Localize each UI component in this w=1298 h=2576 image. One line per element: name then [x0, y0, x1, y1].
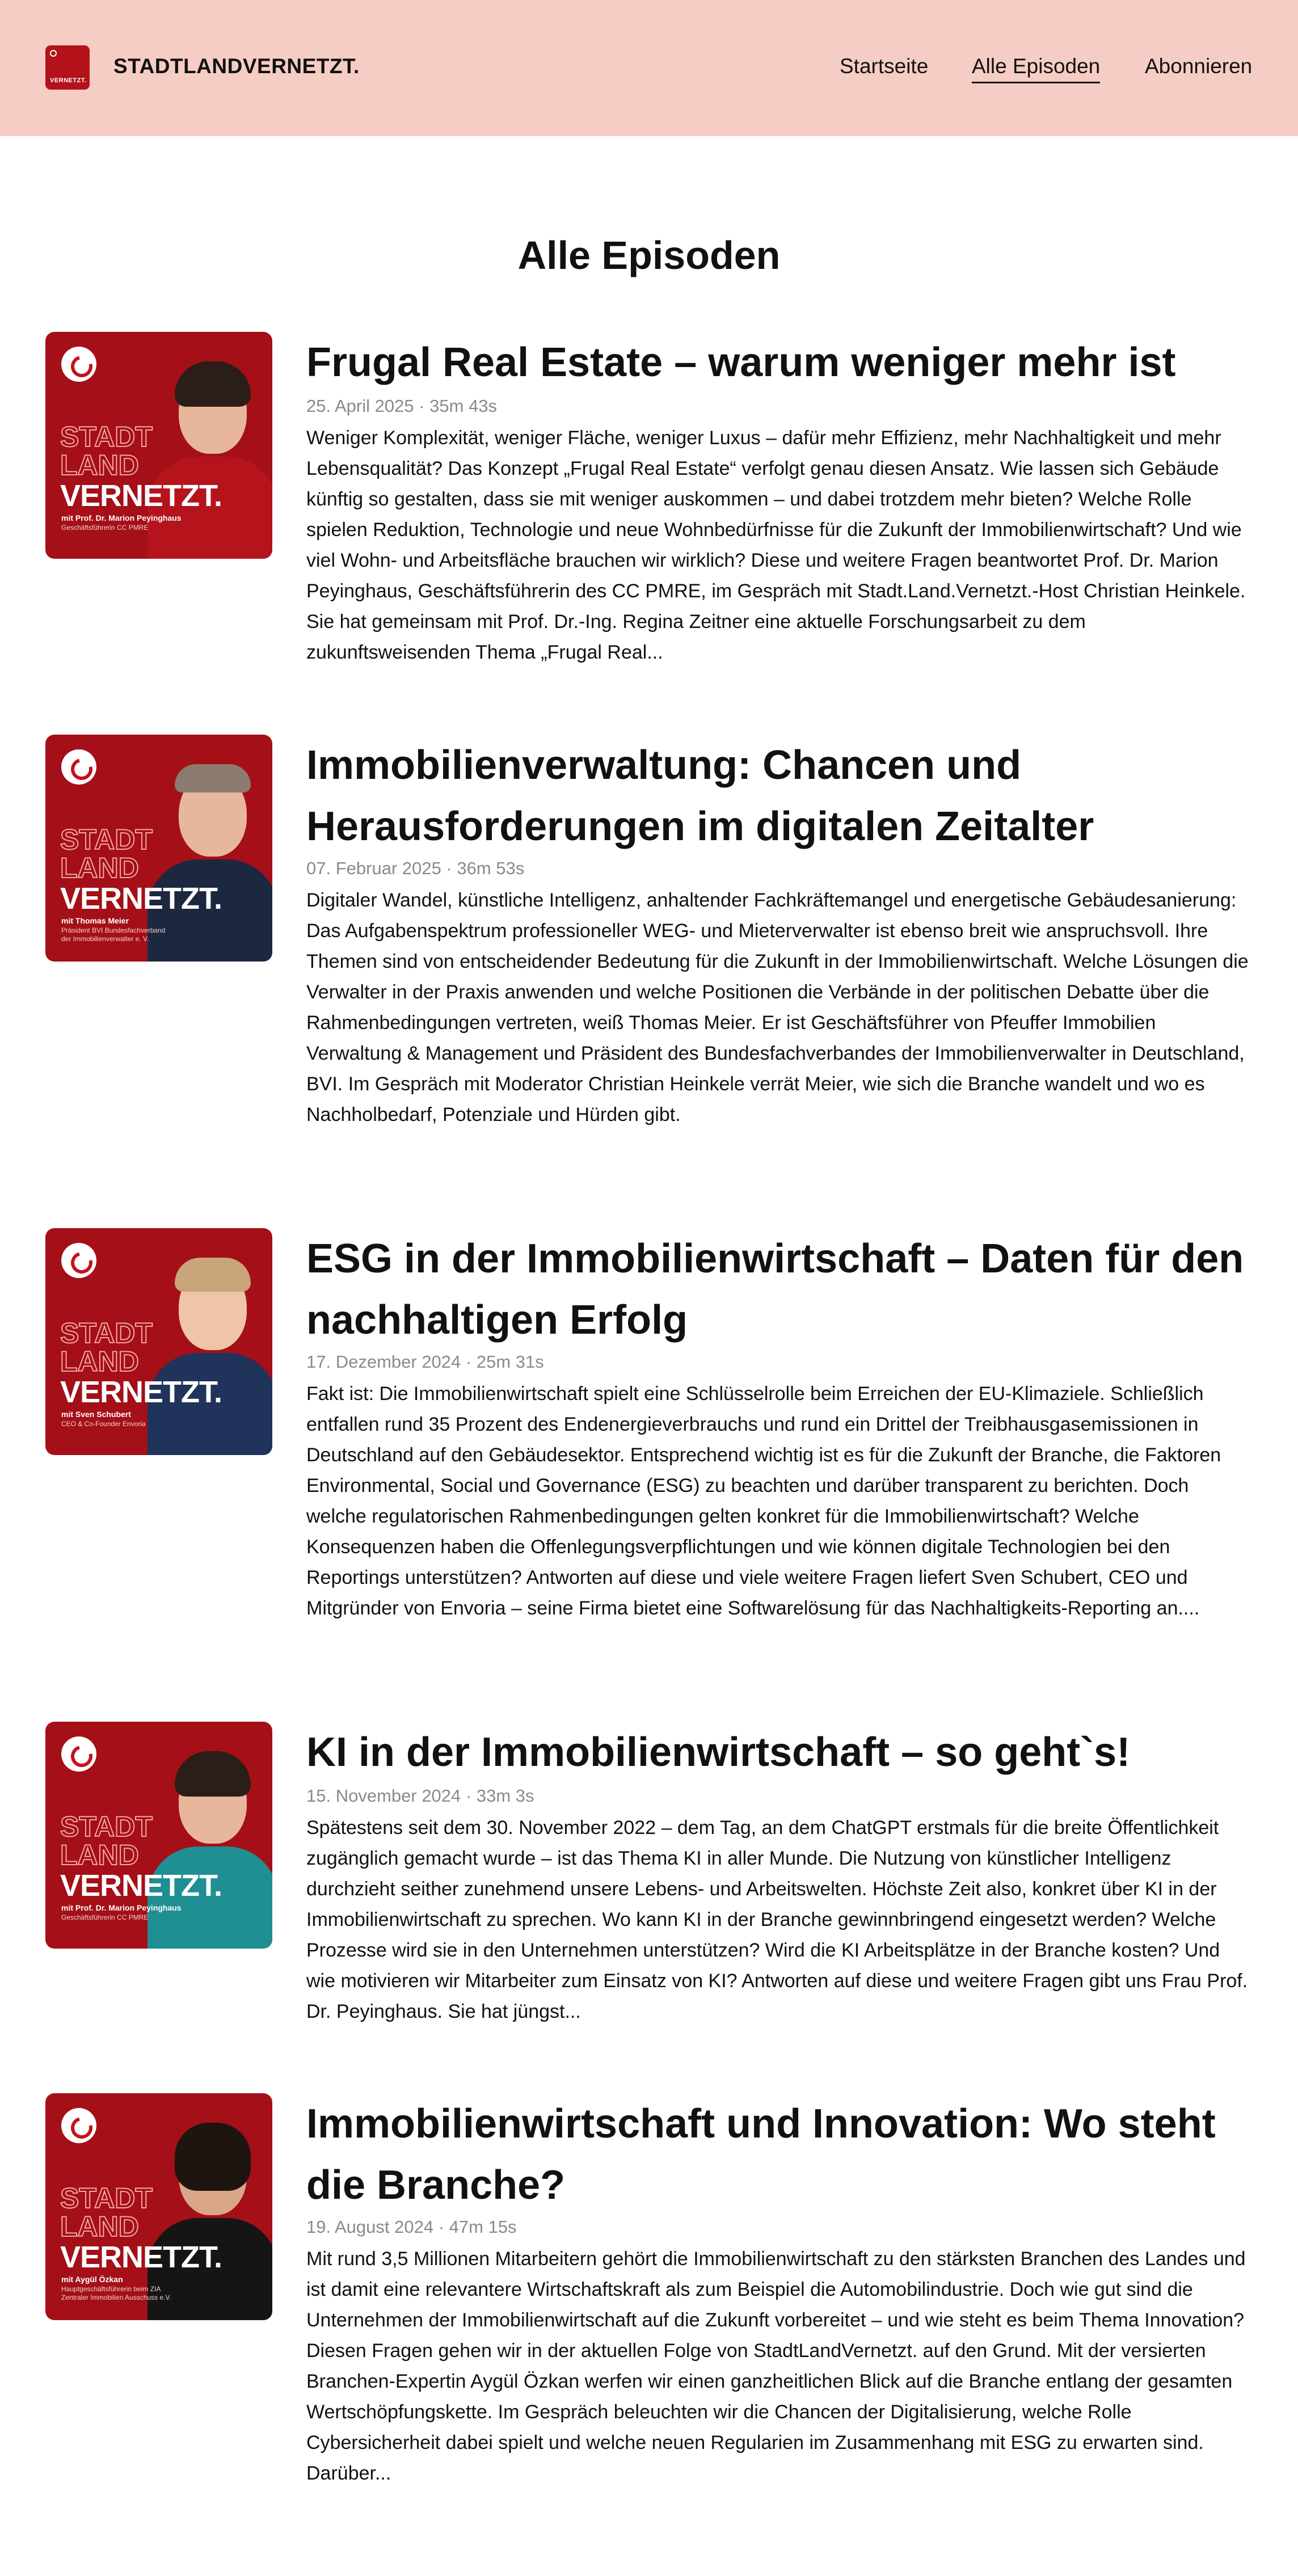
- episode-description: Digitaler Wandel, künstliche Intelligenz, anhaltender Fachkräftemangel und energetische Gebäudesanierung: Das Aufgabenspektrum professioneller WEG- und Mieterverwalter ist ebenso breit wie anspruchsvoll. Ihre Themen sind von entscheidender Bedeutung für die Zukunft in der Immobilienwirtschaft. Welche Lösungen die Verwalter in der Praxis anwenden und welche Positionen die Verbände in der politischen Debatte über die Rahmenbedingungen vertreten, weiß Thomas Meier. Er ist Geschäftsführer von Pfeuffer Immobilien Verwaltung & Management und Präsident des Bundesfachverbandes der Immobilienverwalter in Deutschland, BVI. Im Gespräch mit Moderator Christian Heinkele verrät Meier, wie sich die Branche wandelt und wo es Nachholbedarf, Potenziale und Hürden gibt.: [306, 889, 1249, 1125]
- brand-name[interactable]: STADTLANDVERNETZT.: [113, 54, 360, 78]
- episode-title[interactable]: KI in der Immobilienwirtschaft – so geht`s!: [306, 1730, 1131, 1775]
- cover-vernetzt: VERNETZT.: [60, 882, 222, 916]
- vodafone-logo-icon: [61, 749, 96, 785]
- episode-meta: 17. Dezember 2024 · 25m 31s: [306, 1352, 544, 1372]
- cover-guest: mit Thomas Meier: [61, 916, 129, 925]
- episode-cover[interactable]: [45, 2093, 272, 2320]
- episode-date: 17. Dezember 2024: [306, 1352, 461, 1372]
- cover-guest: mit Prof. Dr. Marion Peyinghaus: [61, 1903, 182, 1912]
- logo-icon[interactable]: [45, 45, 90, 90]
- cover-vernetzt: VERNETZT.: [60, 1375, 222, 1409]
- episode-cover[interactable]: [45, 1722, 272, 1949]
- cover-role: Hauptgeschäftsführerin beim ZIA Zentraler Immobilien Ausschuss e.V.: [61, 2285, 171, 2301]
- cover-guest: mit Aygül Özkan: [61, 2275, 123, 2284]
- episode-meta: 25. April 2025 · 35m 43s: [306, 396, 498, 416]
- vodafone-logo-icon: [61, 347, 96, 382]
- episode-title[interactable]: Immobilienwirtschaft und Innovation: Wo steht die Branche?: [306, 2101, 1216, 2208]
- vodafone-logo-icon: [61, 1243, 96, 1278]
- episode-title[interactable]: Immobilienverwaltung: Chancen und Herausforderungen im digitalen Zeitalter: [306, 743, 1094, 849]
- vodafone-logo-icon: [61, 1736, 96, 1772]
- cover-guest: mit Sven Schubert: [61, 1410, 131, 1419]
- nav-home[interactable]: Startseite: [840, 54, 929, 78]
- episode-duration: 33m 3s: [476, 1786, 534, 1806]
- nav-all-episodes[interactable]: Alle Episoden: [972, 54, 1100, 83]
- page-title: Alle Episoden: [517, 233, 781, 277]
- episode-duration: 35m 43s: [429, 396, 498, 416]
- episode-date: 15. November 2024: [306, 1786, 461, 1806]
- episode-title[interactable]: ESG in der Immobilienwirtschaft – Daten für den nachhaltigen Erfolg: [306, 1236, 1244, 1343]
- cover-stadt-land: STADT LAND: [60, 1317, 153, 1377]
- cover-guest: mit Prof. Dr. Marion Peyinghaus: [61, 513, 182, 522]
- episode-duration: 36m 53s: [457, 858, 525, 878]
- episode-description: Weniger Komplexität, weniger Fläche, weniger Luxus – dafür mehr Effizienz, mehr Nachhaltigkeit und mehr Lebensqualität? Das Konzept „Frugal Real Estate“ verfolgt genau diesen Ansatz. Wie lassen sich Gebäude künftig so gestalten, dass sie mit weniger auskommen – und dabei trotzdem mehr bieten? Welche Rolle spielen Reduktion, Technologie und neue Wohnbedürfnisse für die Zukunft der Immobilienwirtschaft? Und wie viel Wohn- und Arbeitsfläche brauchen wir wirklich? Diese und weitere Fragen beantwortet Prof. Dr. Marion Peyinghaus, Geschäftsführerin des CC PMRE, im Gespräch mit Stadt.Land.Vernetzt.-Host Christian Heinkele. Sie hat gemeinsam mit Prof. Dr.-Ing. Regina Zeitner eine aktuelle Forschungsarbeit zu dem zukunftsweisenden Thema „Frugal Real...: [306, 427, 1246, 663]
- cover-vernetzt: VERNETZT.: [60, 2240, 222, 2274]
- episode-date: 19. August 2024: [306, 2217, 434, 2237]
- logo-text: VERNETZT.: [50, 77, 87, 84]
- episode-cover[interactable]: [45, 332, 272, 559]
- cover-stadt-land: STADT LAND: [60, 824, 153, 884]
- episode-description: Fakt ist: Die Immobilienwirtschaft spielt eine Schlüsselrolle beim Erreichen der EU-Klimaziele. Schließlich entfallen rund 35 Prozent des Endenergieverbrauchs und rund ein Drittel der Treibhausgasemissionen in Deutschland auf den Gebäudesektor. Entsprechend wichtig ist es für die Zukunft der Branche, die Faktoren Environmental, Social und Governance (ESG) zu beachten und darüber transparent zu berichten. Doch welche regulatorischen Rahmenbedingungen gelten konkret für die Immobilienwirtschaft? Welche Konsequenzen haben die Offenlegungsverpflichtungen und wie können digitale Technologien bei den Reportings unterstützen? Antworten auf diese und viele weitere Fragen liefert Sven Schubert, CEO und Mitgründer von Envoria – seine Firma bietet eine Softwarelösung für das Nachhaltigkeits-Reporting an....: [306, 1383, 1221, 1619]
- episode-description: Mit rund 3,5 Millionen Mitarbeitern gehört die Immobilienwirtschaft zu den stärksten Branchen des Landes und ist damit eine relevantere Wirtschaftskraft als zum Beispiel die Automobilindustrie. Doch wie gut sind die Unternehmen der Immobilienwirtschaft auf die Zukunft vorbereitet – und wie steht es beim Thema Innovation? Diesen Fragen gehen wir in der aktuellen Folge von StadtLandVernetzt. auf den Grund. Mit der versierten Branchen-Expertin Aygül Özkan werfen wir einen ganzheitlichen Blick auf die Branche entlang der gesamten Wertschöpfungskette. Im Gespräch beleuchten wir die Chancen der Digitalisierung, welche Rolle Cybersicherheit dabei spielt und welche neuen Regularien im Zusammenhang mit ESG zu erwarten sind. Darüber...: [306, 2248, 1246, 2484]
- cover-role: Geschäftsführerin CC PMRE: [61, 524, 149, 532]
- cover-stadt-land: STADT LAND: [60, 421, 153, 481]
- episode-meta: 15. November 2024 · 33m 3s: [306, 1786, 534, 1806]
- episode-date: 25. April 2025: [306, 396, 414, 416]
- cover-role: Präsident BVI Bundesfachverband der Immobilienverwalter e. V.: [61, 926, 166, 943]
- episode-date: 07. Februar 2025: [306, 858, 441, 878]
- cover-vernetzt: VERNETZT.: [60, 1869, 222, 1903]
- episode-meta: 19. August 2024 · 47m 15s: [306, 2217, 517, 2237]
- episode-cover[interactable]: [45, 735, 272, 962]
- episode-cover[interactable]: [45, 1228, 272, 1455]
- episode-duration: 25m 31s: [476, 1352, 544, 1372]
- cover-stadt-land: STADT LAND: [60, 2182, 153, 2242]
- nav-subscribe[interactable]: Abonnieren: [1145, 54, 1253, 78]
- episode-description: Spätestens seit dem 30. November 2022 – dem Tag, an dem ChatGPT erstmals für die breite Öffentlichkeit zugänglich gemacht wurde – ist das Thema KI in aller Munde. Die Nutzung von künstlicher Intelligenz durchzieht seither zunehmend unsere Lebens- und Arbeitswelten. Höchste Zeit also, konkret über KI in der Immobilienwirtschaft zu sprechen. Wo kann KI in der Branche gewinnbringend eingesetzt werden? Welche Prozesse wird sie in den Unternehmen unterstützen? Wird die KI Arbeitsplätze in der Branche kosten? Und wie motivieren wir Mitarbeiter zum Einsatz von KI? Antworten auf diese und weitere Fragen gibt uns Frau Prof. Dr. Peyinghaus. Sie hat jüngst...: [306, 1817, 1248, 2022]
- episode-meta: 07. Februar 2025 · 36m 53s: [306, 858, 525, 878]
- cover-vernetzt: VERNETZT.: [60, 479, 222, 513]
- vodafone-icon: [50, 50, 57, 57]
- cover-role: CEO & Co-Founder Envoria: [61, 1420, 146, 1428]
- episode-duration: 47m 15s: [449, 2217, 517, 2237]
- episode-title[interactable]: Frugal Real Estate – warum weniger mehr ist: [306, 340, 1176, 385]
- site-header: [0, 0, 1298, 136]
- vodafone-logo-icon: [61, 2108, 96, 2143]
- cover-role: Geschäftsführerin CC PMRE: [61, 1913, 149, 1921]
- cover-stadt-land: STADT LAND: [60, 1811, 153, 1871]
